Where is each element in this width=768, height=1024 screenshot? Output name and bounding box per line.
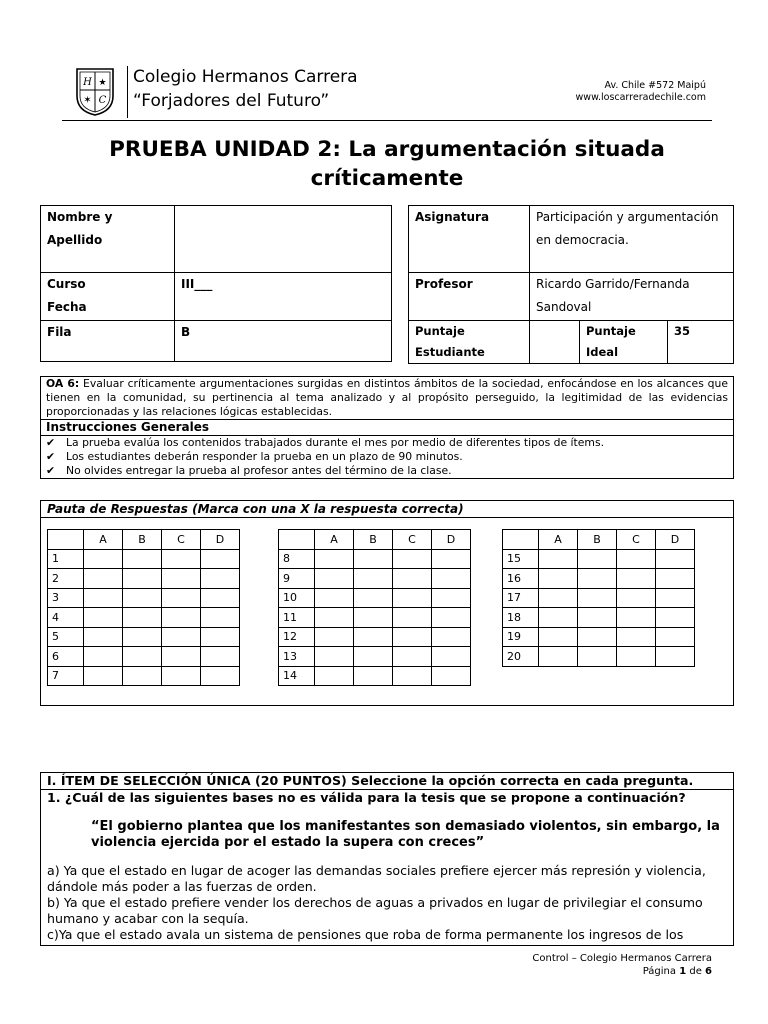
answer-cell[interactable] bbox=[617, 647, 656, 667]
checkmark-icon: ✔ bbox=[46, 464, 56, 477]
question-number: 1 bbox=[48, 549, 84, 569]
answer-cell[interactable] bbox=[162, 549, 201, 569]
answer-row bbox=[48, 647, 240, 667]
answer-cell[interactable] bbox=[617, 588, 656, 608]
answer-cell[interactable] bbox=[578, 569, 617, 589]
school-contact bbox=[576, 80, 706, 104]
question-number: 4 bbox=[48, 608, 84, 628]
answer-grid-2 bbox=[278, 529, 471, 686]
answer-grid-header bbox=[503, 530, 695, 550]
answer-column-header: B bbox=[354, 530, 393, 550]
curso-label: Curso bbox=[47, 277, 86, 291]
answer-cell[interactable] bbox=[539, 569, 578, 589]
answer-cell[interactable] bbox=[432, 608, 471, 628]
school-motto: “Forjadores del Futuro” bbox=[133, 91, 330, 111]
answer-grid-corner bbox=[279, 530, 315, 550]
instructions-title: Instrucciones Generales bbox=[41, 419, 733, 435]
answer-cell[interactable] bbox=[84, 627, 123, 647]
answer-cell[interactable] bbox=[162, 588, 201, 608]
answer-cell[interactable] bbox=[432, 549, 471, 569]
school-crest-logo bbox=[74, 66, 116, 116]
answer-cell[interactable] bbox=[84, 608, 123, 628]
answer-cell[interactable] bbox=[315, 666, 354, 686]
answer-row bbox=[279, 569, 471, 589]
footer-text: Control – Colegio Hermanos Carrera bbox=[532, 953, 712, 964]
question-number: 10 bbox=[279, 588, 315, 608]
answer-cell[interactable] bbox=[162, 608, 201, 628]
answer-row bbox=[48, 549, 240, 569]
fecha-label: Fecha bbox=[47, 300, 87, 314]
puntaje-ideal-label: Puntaje Ideal bbox=[580, 321, 668, 364]
page-current: 1 bbox=[679, 966, 687, 977]
exam-title: PRUEBA UNIDAD 2: La argumentación situada críticamente bbox=[109, 137, 665, 191]
answer-cell[interactable] bbox=[432, 569, 471, 589]
answer-cell[interactable] bbox=[315, 569, 354, 589]
instruction-text: No olvides entregar la prueba al profesor antes del término de la clase. bbox=[66, 464, 452, 477]
answer-cell[interactable] bbox=[432, 666, 471, 686]
answer-grid-3 bbox=[502, 529, 695, 667]
asignatura-label: Asignatura bbox=[409, 206, 530, 273]
answer-cell[interactable] bbox=[315, 647, 354, 667]
answer-row bbox=[48, 627, 240, 647]
school-website: www.loscarreradechile.com bbox=[575, 92, 706, 103]
question-number: 17 bbox=[503, 588, 539, 608]
answer-cell[interactable] bbox=[201, 666, 240, 686]
answer-grid-1 bbox=[47, 529, 240, 686]
answer-cell[interactable] bbox=[162, 647, 201, 667]
answer-cell[interactable] bbox=[539, 588, 578, 608]
checkmark-icon: ✔ bbox=[46, 450, 56, 463]
answer-cell[interactable] bbox=[432, 647, 471, 667]
crest-star-icon: ★ bbox=[98, 78, 107, 88]
answer-cell[interactable] bbox=[354, 588, 393, 608]
question-number: 14 bbox=[279, 666, 315, 686]
question-1-option-b[interactable]: b) Ya que el estado prefiere vender los derechos de aguas a privados en lugar de privilegiar el consumo humano y acabar con la sequía. bbox=[47, 895, 703, 926]
answer-cell[interactable] bbox=[84, 549, 123, 569]
answer-cell[interactable] bbox=[539, 627, 578, 647]
answer-grid-header bbox=[48, 530, 240, 550]
answer-cell[interactable] bbox=[656, 608, 695, 628]
instruction-item bbox=[46, 436, 728, 450]
answer-cell[interactable] bbox=[162, 627, 201, 647]
answer-cell[interactable] bbox=[578, 647, 617, 667]
objectives-box bbox=[40, 376, 734, 479]
answer-cell[interactable] bbox=[393, 608, 432, 628]
answer-cell[interactable] bbox=[432, 627, 471, 647]
question-number: 13 bbox=[279, 647, 315, 667]
school-address: Av. Chile #572 Maipú bbox=[604, 80, 706, 91]
answer-cell[interactable] bbox=[354, 647, 393, 667]
answer-cell[interactable] bbox=[123, 569, 162, 589]
answer-column-header: D bbox=[201, 530, 240, 550]
answer-column-header: C bbox=[162, 530, 201, 550]
answer-row bbox=[503, 549, 695, 569]
question-number: 16 bbox=[503, 569, 539, 589]
answer-cell[interactable] bbox=[84, 666, 123, 686]
answer-cell[interactable] bbox=[201, 569, 240, 589]
answer-cell[interactable] bbox=[123, 608, 162, 628]
page-of: de bbox=[689, 966, 702, 977]
answer-cell[interactable] bbox=[393, 627, 432, 647]
curso-fecha-labels bbox=[41, 273, 175, 321]
answer-cell[interactable] bbox=[393, 569, 432, 589]
question-1-text: 1. ¿Cuál de las siguientes bases no es válida para la tesis que se propone a continuación? bbox=[47, 790, 686, 805]
answer-row bbox=[503, 627, 695, 647]
question-number: 19 bbox=[503, 627, 539, 647]
answer-cell[interactable] bbox=[201, 588, 240, 608]
question-number: 11 bbox=[279, 608, 315, 628]
answer-row bbox=[279, 647, 471, 667]
answer-cell[interactable] bbox=[84, 588, 123, 608]
section-1-heading: I. ÍTEM DE SELECCIÓN ÚNICA (20 PUNTOS) Seleccione la opción correcta en cada pregunta. bbox=[41, 773, 733, 790]
answer-cell[interactable] bbox=[393, 549, 432, 569]
puntaje-estudiante-label: Puntaje Estudiante bbox=[409, 321, 530, 364]
crest-letter-h: H bbox=[83, 77, 92, 88]
answer-cell[interactable] bbox=[315, 627, 354, 647]
answer-cell[interactable] bbox=[123, 588, 162, 608]
name-field[interactable] bbox=[175, 206, 392, 273]
answer-row bbox=[503, 588, 695, 608]
answer-row bbox=[48, 588, 240, 608]
curso-field[interactable]: III___ bbox=[175, 273, 392, 321]
answer-cell[interactable] bbox=[201, 627, 240, 647]
answer-cell[interactable] bbox=[393, 647, 432, 667]
answer-cell[interactable] bbox=[617, 627, 656, 647]
answer-cell[interactable] bbox=[201, 549, 240, 569]
page-number bbox=[532, 965, 712, 978]
answer-column-header: C bbox=[617, 530, 656, 550]
answer-grid-corner bbox=[48, 530, 84, 550]
answer-row bbox=[48, 569, 240, 589]
course-info-table bbox=[408, 205, 734, 364]
answer-row bbox=[48, 666, 240, 686]
oa-label: OA 6: bbox=[46, 377, 80, 390]
question-1-quote: “El gobierno plantea que los manifestantes son demasiado violentos, sin embargo, la violencia ejercida por el estado la supera con creces” bbox=[91, 819, 720, 850]
answer-cell[interactable] bbox=[656, 569, 695, 589]
answer-cell[interactable] bbox=[315, 549, 354, 569]
answer-cell[interactable] bbox=[123, 647, 162, 667]
answer-cell[interactable] bbox=[123, 666, 162, 686]
answer-column-header: A bbox=[539, 530, 578, 550]
answer-grid-header bbox=[279, 530, 471, 550]
answer-cell[interactable] bbox=[354, 549, 393, 569]
answer-cell[interactable] bbox=[84, 647, 123, 667]
question-number: 2 bbox=[48, 569, 84, 589]
question-number: 15 bbox=[503, 549, 539, 569]
answer-cell[interactable] bbox=[354, 627, 393, 647]
instruction-item bbox=[46, 464, 728, 478]
instructions-list bbox=[41, 435, 733, 478]
instruction-text: La prueba evalúa los contenidos trabajados durante el mes por medio de diferentes tipos de ítems. bbox=[66, 436, 605, 449]
fila-label: Fila bbox=[41, 321, 175, 362]
page-total: 6 bbox=[705, 966, 712, 977]
name-label: Nombre y Apellido bbox=[41, 206, 175, 273]
answer-cell[interactable] bbox=[578, 588, 617, 608]
answer-cell[interactable] bbox=[539, 549, 578, 569]
question-1-option-a[interactable]: a) Ya que el estado en lugar de acoger las demandas sociales prefiere ejercer más represión y violencia, dándole más poder a las fuerzas de orden. bbox=[47, 863, 706, 894]
answer-column-header: B bbox=[123, 530, 162, 550]
answer-cell[interactable] bbox=[84, 569, 123, 589]
answer-column-header: C bbox=[393, 530, 432, 550]
page-footer bbox=[532, 952, 712, 978]
answer-cell[interactable] bbox=[162, 666, 201, 686]
answer-cell[interactable] bbox=[539, 608, 578, 628]
question-number: 7 bbox=[48, 666, 84, 686]
answer-cell[interactable] bbox=[354, 666, 393, 686]
page-word: Página bbox=[642, 966, 676, 977]
answer-cell[interactable] bbox=[201, 647, 240, 667]
answer-column-header: D bbox=[656, 530, 695, 550]
answer-column-header: A bbox=[315, 530, 354, 550]
answer-cell[interactable] bbox=[617, 549, 656, 569]
answer-cell[interactable] bbox=[656, 588, 695, 608]
question-number: 9 bbox=[279, 569, 315, 589]
fila-field[interactable]: B bbox=[175, 321, 392, 362]
answer-cell[interactable] bbox=[123, 549, 162, 569]
question-number: 18 bbox=[503, 608, 539, 628]
answer-row bbox=[279, 627, 471, 647]
answer-cell[interactable] bbox=[656, 549, 695, 569]
answer-cell[interactable] bbox=[617, 569, 656, 589]
answer-cell[interactable] bbox=[578, 549, 617, 569]
answer-cell[interactable] bbox=[315, 608, 354, 628]
answer-cell[interactable] bbox=[354, 608, 393, 628]
question-1-option-c[interactable]: c)Ya que el estado avala un sistema de pensiones que roba de forma permanente los ingresos de los bbox=[47, 927, 684, 942]
answer-cell[interactable] bbox=[393, 666, 432, 686]
answer-row bbox=[503, 608, 695, 628]
profesor-label: Profesor bbox=[409, 273, 530, 321]
answer-cell[interactable] bbox=[656, 627, 695, 647]
answer-row bbox=[48, 608, 240, 628]
answer-row bbox=[279, 588, 471, 608]
profesor-value: Ricardo Garrido/Fernanda Sandoval bbox=[530, 273, 734, 321]
answer-cell[interactable] bbox=[539, 647, 578, 667]
answer-cell[interactable] bbox=[432, 588, 471, 608]
answer-cell[interactable] bbox=[354, 569, 393, 589]
asignatura-value: Participación y argumentación en democracia. bbox=[530, 206, 734, 273]
question-1 bbox=[41, 790, 733, 943]
answer-column-header: A bbox=[84, 530, 123, 550]
question-number: 8 bbox=[279, 549, 315, 569]
school-name: Colegio Hermanos Carrera bbox=[133, 67, 358, 87]
answer-row bbox=[279, 549, 471, 569]
question-number: 3 bbox=[48, 588, 84, 608]
answer-cell[interactable] bbox=[162, 569, 201, 589]
answer-column-header: B bbox=[578, 530, 617, 550]
puntaje-ideal-value: 35 bbox=[668, 321, 734, 364]
question-number: 6 bbox=[48, 647, 84, 667]
answer-row bbox=[279, 608, 471, 628]
answer-row bbox=[503, 569, 695, 589]
instruction-item bbox=[46, 450, 728, 464]
answer-cell[interactable] bbox=[656, 647, 695, 667]
oa-text bbox=[41, 377, 733, 419]
answer-cell[interactable] bbox=[393, 588, 432, 608]
question-number: 12 bbox=[279, 627, 315, 647]
question-number: 20 bbox=[503, 647, 539, 667]
answer-cell[interactable] bbox=[578, 608, 617, 628]
answer-row bbox=[503, 647, 695, 667]
crest-letter-c: C bbox=[98, 95, 107, 106]
puntaje-estudiante-field[interactable] bbox=[530, 321, 580, 364]
header-rule bbox=[62, 120, 712, 121]
crest-sun-icon: ✶ bbox=[83, 95, 92, 106]
answer-sheet-title: Pauta de Respuestas (Marca con una X la respuesta correcta) bbox=[41, 501, 733, 518]
answer-grid-corner bbox=[503, 530, 539, 550]
checkmark-icon: ✔ bbox=[46, 436, 56, 449]
oa-description: Evaluar críticamente argumentaciones surgidas en distintos ámbitos de la sociedad, enfocándose en los alcances que tienen en la comunidad, su pertinencia al tema analizado y al propósito perseguido, la legitimidad de las evidencias proporcionadas y las relaciones lógicas establecidas. bbox=[46, 377, 728, 418]
answer-cell[interactable] bbox=[201, 608, 240, 628]
answer-cell[interactable] bbox=[617, 608, 656, 628]
header-divider bbox=[127, 66, 128, 118]
answer-column-header: D bbox=[432, 530, 471, 550]
instruction-text: Los estudiantes deberán responder la prueba en un plazo de 90 minutos. bbox=[66, 450, 463, 463]
section-1-box bbox=[40, 772, 734, 946]
answer-cell[interactable] bbox=[578, 627, 617, 647]
answer-row bbox=[279, 666, 471, 686]
answer-cell[interactable] bbox=[315, 588, 354, 608]
question-number: 5 bbox=[48, 627, 84, 647]
student-info-table bbox=[40, 205, 392, 362]
answer-cell[interactable] bbox=[123, 627, 162, 647]
